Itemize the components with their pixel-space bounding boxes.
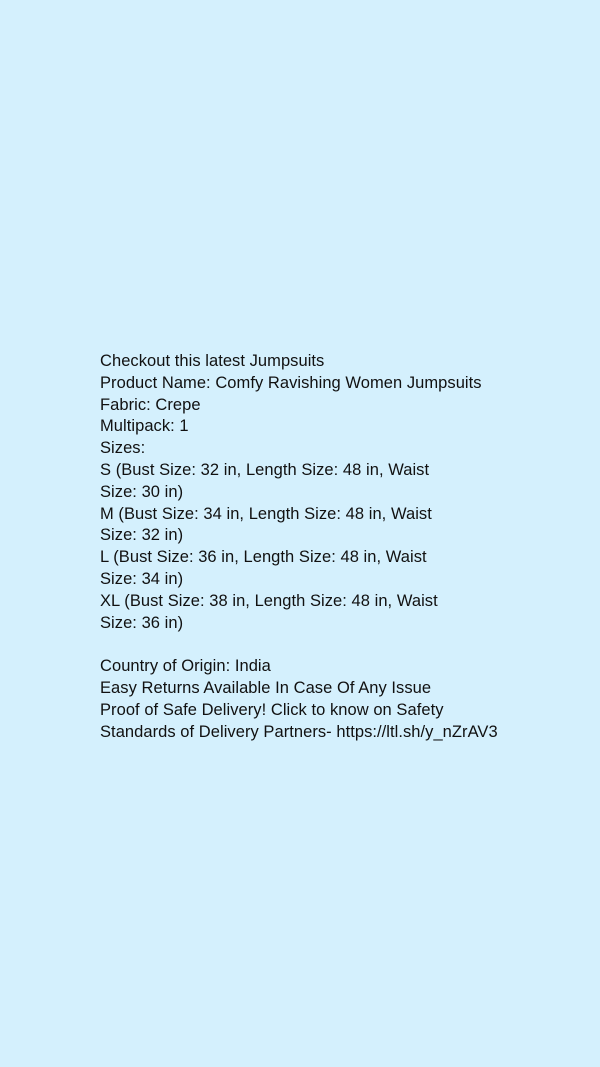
size-xl-line-continued: Size: 36 in) — [100, 613, 184, 632]
blank-line-spacer — [100, 634, 560, 656]
safety-line: Proof of Safe Delivery! Click to know on Safety — [100, 700, 444, 719]
sizes-label: Sizes: — [100, 439, 146, 458]
fabric-line: Fabric: Crepe — [100, 395, 201, 414]
size-xl-line: XL (Bust Size: 38 in, Length Size: 48 in, Waist — [100, 591, 438, 610]
heading-line: Checkout this latest Jumpsuits — [100, 352, 325, 370]
country-of-origin-line: Country of Origin: India — [100, 657, 271, 676]
product-description-text — [100, 351, 560, 743]
product-name-line: Product Name: Comfy Ravishing Women Jumpsuits — [100, 373, 482, 392]
size-s-line: S (Bust Size: 32 in, Length Size: 48 in, Waist — [100, 460, 430, 479]
size-l-line: L (Bust Size: 36 in, Length Size: 48 in, Waist — [100, 548, 427, 567]
safety-link-line: Standards of Delivery Partners- https://ltl.sh/y_nZrAV3 — [100, 722, 498, 741]
size-l-line-continued: Size: 34 in) — [100, 569, 184, 588]
returns-line: Easy Returns Available In Case Of Any Issue — [100, 678, 432, 697]
multipack-line: Multipack: 1 — [100, 417, 189, 436]
size-m-line-continued: Size: 32 in) — [100, 526, 184, 545]
size-s-line-continued: Size: 30 in) — [100, 482, 184, 501]
size-m-line: M (Bust Size: 34 in, Length Size: 48 in, Waist — [100, 504, 432, 523]
